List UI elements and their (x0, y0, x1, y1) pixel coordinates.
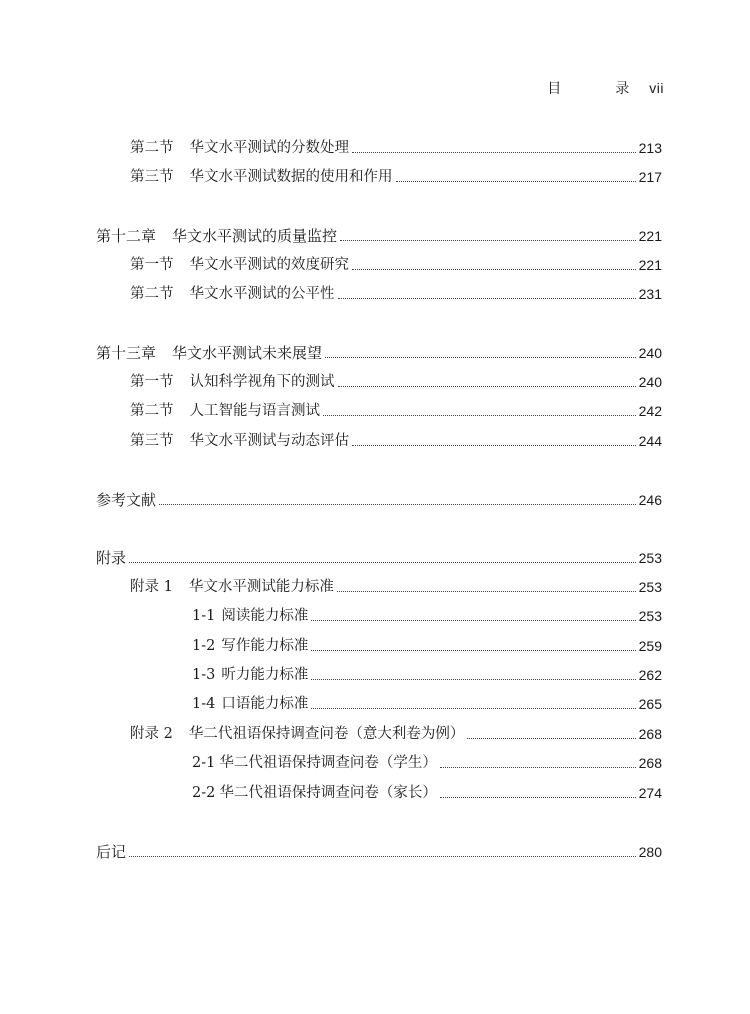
entry-title: 写作能力标准 (221, 638, 309, 654)
dot-leader (129, 562, 636, 563)
running-header (547, 78, 664, 98)
chapter-number: 第十三章 (96, 344, 157, 362)
entry-page-number: 244 (638, 433, 662, 449)
entry-page-number: 262 (638, 667, 662, 683)
entry-page-number: 242 (638, 403, 662, 419)
toc-appendix-entry (96, 548, 662, 568)
entry-page-number: 253 (638, 550, 662, 566)
entry-title: 华文水平测试与动态评估 (189, 433, 349, 449)
entry-page-number: 253 (638, 579, 662, 595)
toc-subentry (192, 636, 662, 656)
dot-leader (440, 767, 636, 768)
entry-title: 附录 (96, 549, 127, 567)
dot-leader (159, 504, 636, 505)
toc-entry (130, 284, 662, 304)
entry-page-number: 274 (638, 785, 662, 801)
toc-subentry (192, 665, 662, 685)
header-page-number: vii (649, 80, 664, 96)
entry-page-number: 253 (638, 608, 662, 624)
toc-subentry (192, 694, 662, 714)
entry-title: 阅读能力标准 (221, 608, 309, 624)
toc-references-entry (96, 490, 662, 510)
entry-page-number: 240 (638, 374, 662, 390)
dot-leader (467, 738, 635, 739)
toc-entry (130, 577, 662, 597)
entry-page-number: 265 (638, 696, 662, 712)
entry-page-number: 217 (638, 169, 662, 185)
entry-title: 认知科学视角下的测试 (189, 374, 335, 390)
toc-chapter-entry (96, 343, 662, 363)
toc-entry (130, 372, 662, 392)
entry-number: 1-4 (192, 696, 216, 712)
entry-page-number: 240 (638, 345, 662, 361)
toc-entry (130, 167, 662, 187)
dot-leader (340, 240, 636, 241)
dot-leader (352, 152, 636, 153)
entry-title: 听力能力标准 (221, 667, 309, 683)
entry-number: 第三节 (130, 169, 174, 185)
entry-title: 参考文献 (96, 491, 157, 509)
entry-number: 2-1 (192, 755, 216, 771)
entry-number: 第三节 (130, 433, 174, 449)
chapter-title: 华文水平测试未来展望 (172, 344, 323, 362)
entry-title: 华二代祖语保持调查问卷（学生） (219, 755, 437, 771)
entry-title: 人工智能与语言测试 (189, 403, 320, 419)
entry-title: 华文水平测试的效度研究 (189, 257, 349, 273)
dot-leader (311, 620, 635, 621)
entry-number: 第二节 (130, 403, 174, 419)
entry-page-number: 213 (638, 140, 662, 156)
toc-subentry (192, 606, 662, 626)
dot-leader (338, 386, 636, 387)
toc-entry (130, 401, 662, 421)
dot-leader (352, 269, 636, 270)
entry-title: 华二代祖语保持调查问卷（意大利卷为例） (188, 726, 465, 742)
entry-page-number: 268 (638, 726, 662, 742)
dot-leader (396, 181, 636, 182)
entry-number: 2-2 (192, 785, 216, 801)
dot-leader (337, 591, 636, 592)
entry-page-number: 268 (638, 755, 662, 771)
entry-number: 附录 1 (130, 579, 173, 595)
dot-leader (352, 445, 636, 446)
dot-leader (311, 679, 635, 680)
dot-leader (338, 298, 636, 299)
entry-number: 1-3 (192, 667, 216, 683)
entry-number: 1-1 (192, 608, 216, 624)
entry-page-number: 280 (638, 844, 662, 860)
dot-leader (440, 797, 636, 798)
toc-entry (130, 724, 662, 744)
entry-number: 第二节 (130, 140, 174, 156)
chapter-number: 第十二章 (96, 227, 157, 245)
toc-entry (130, 138, 662, 158)
dot-leader (311, 650, 635, 651)
dot-leader (323, 415, 636, 416)
toc-chapter-entry (96, 226, 662, 246)
header-title: 目 录 (547, 81, 650, 97)
toc-entry (130, 431, 662, 451)
entry-title: 口语能力标准 (221, 696, 309, 712)
toc-afterword-entry (96, 842, 662, 862)
dot-leader (311, 708, 635, 709)
entry-page-number: 221 (638, 228, 662, 244)
toc-subentry (192, 753, 662, 773)
entry-page-number: 246 (638, 492, 662, 508)
entry-number: 第二节 (130, 286, 174, 302)
entry-title: 华二代祖语保持调查问卷（家长） (219, 785, 437, 801)
entry-page-number: 221 (638, 257, 662, 273)
entry-number: 第一节 (130, 257, 174, 273)
entry-page-number: 259 (638, 638, 662, 654)
entry-title: 华文水平测试能力标准 (188, 579, 334, 595)
entry-title: 华文水平测试的分数处理 (189, 140, 349, 156)
entry-number: 附录 2 (130, 726, 173, 742)
entry-title: 华文水平测试的公平性 (189, 286, 335, 302)
entry-page-number: 231 (638, 286, 662, 302)
dot-leader (325, 357, 636, 358)
toc-entry (130, 255, 662, 275)
dot-leader (129, 856, 636, 857)
entry-title: 华文水平测试数据的使用和作用 (189, 169, 393, 185)
chapter-title: 华文水平测试的质量监控 (172, 227, 338, 245)
toc-subentry (192, 783, 662, 803)
entry-number: 第一节 (130, 374, 174, 390)
entry-title: 后记 (96, 843, 127, 861)
entry-number: 1-2 (192, 638, 216, 654)
